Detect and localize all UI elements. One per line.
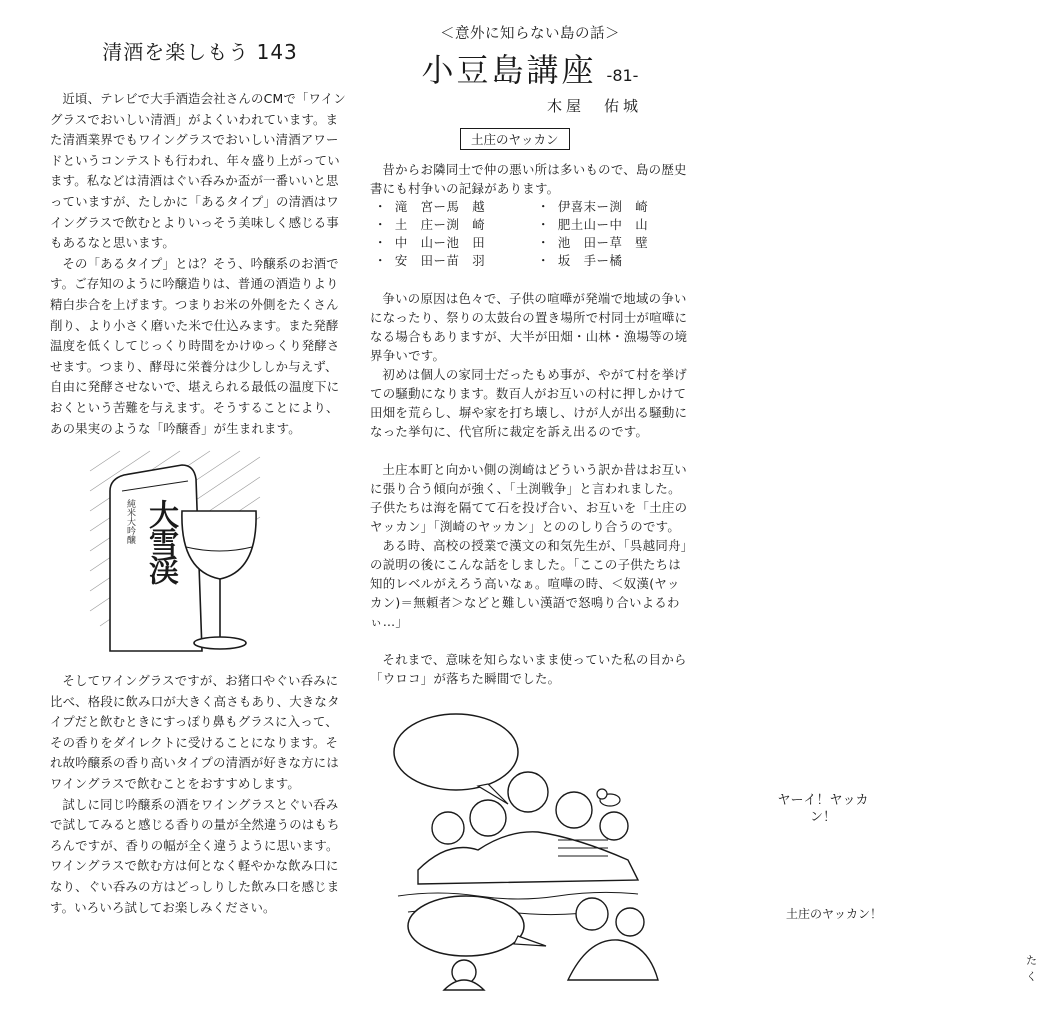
issue-number: -81-	[606, 66, 639, 85]
article-body-upper	[50, 89, 350, 439]
speech-bubble-bottom: 土庄のヤッカン！	[785, 907, 882, 921]
artist-signature: たく	[1026, 954, 1037, 983]
page-title: 小豆島講座	[421, 51, 597, 89]
rival-village-list	[374, 198, 690, 270]
article-body-intro	[370, 160, 690, 198]
paragraph: そしてワイングラスですが、お猪口やぐい呑みに比べ、格段に飲み口が大きく高さもあり、大きなタイプだと飲むときにすっぽり鼻もグラスに入って、その香りをダイレクトに受けることになります。それ故吟醸系の香り高いタイプの清酒が好きな方にはワイングラスで飲むことをおすすめします。	[50, 673, 340, 792]
paragraph: 近頃、テレビで大手酒造会社さんのCMで「ワイングラスでおいしい清酒」がよくいわれています。また清酒業界でもワイングラスでおいしい清酒アワードというコンテストも行われ、年々盛り上がっています。私などは清酒はぐい呑みか盃が一番いいと思っていますが、たしかに「あるタイプ」の清酒はワイングラスで飲むとよりいっそう美味しく感じる事もあるなと思います。	[50, 91, 346, 251]
paragraph: ある時、高校の授業で漢文の和気先生が、「呉越同舟」の説明の後にこんな話をしました。「ここの子供たちは知的レベルがえろう高いなぁ。喧嘩の時、＜奴漢(ヤッカン)＝無頼者＞などと難しい漢語で怒鳴り合いよるわぃ…」	[370, 538, 688, 629]
paragraph: 争いの原因は色々で、子供の喧嘩が発端で地域の争いになったり、祭りの太鼓台の置き場所で村同士が喧嘩になる場合もありますが、大半が田畑・山林・漁場等の境界争いです。	[370, 291, 688, 363]
rival-pair: ・ 肥土山ー中 山	[537, 217, 649, 232]
paragraph: 初めは個人の家同士だったもめ事が、やがて村を挙げての騒動になります。数百人がお互いの村に押しかけて田畑を荒らし、塀や家を打ち壊し、けが人が出る騒動になった挙句に、代官所に裁定を訴え出るのです。	[370, 367, 688, 439]
rival-pair: ・ 坂 手ー橘	[537, 253, 623, 268]
author-name: 木屋 佑城	[546, 97, 642, 115]
bottle-label-small-text: 純米大吟醸	[125, 499, 135, 545]
rival-pair: ・ 安 田ー苗 羽	[374, 253, 486, 268]
subtitle-box: 土庄のヤッカン	[460, 128, 570, 150]
cartoon-svg	[378, 700, 678, 990]
paragraph: 昔からお隣同士で仲の悪い所は多いもので、島の歴史書にも村争いの記録があります。	[370, 162, 687, 196]
children-quarrel-cartoon	[378, 700, 1037, 990]
article-body-lower	[50, 671, 350, 918]
speech-bubble-top: ヤーイ！ヤッカン！	[777, 793, 869, 825]
bottle-label-large-text: 大雪渓	[143, 499, 178, 584]
article-body-b	[370, 460, 690, 631]
rival-pair: ・ 伊喜末ー渕 崎	[537, 199, 649, 214]
paragraph: その「あるタイプ」とは？そう、吟醸系のお酒です。ご存知のように吟醸造りは、普通の酒造りより精白歩合を上げます。つまりお米の外側をたくさん削り、より小さく磨いた米で仕込みます。また発酵温度を低くしてじっくり時間をかけゆっくり発酵させます。つまり、酵母に栄養分は少ししか与えず、自由に発酵させないで、堪えられる最低の温度下におくという苦難を与えます。そうすることにより、あの果実のような「吟醸香」が生まれます。	[50, 255, 340, 436]
sake-bottle-and-glass-illustration	[90, 451, 260, 661]
paragraph: それまで、意味を知らないまま使っていた私の目から「ウロコ」が落ちた瞬間でした。	[370, 652, 687, 686]
article-body-a	[370, 289, 690, 441]
left-column	[50, 28, 350, 918]
rival-pair: ・ 中 山ー池 田	[374, 235, 486, 250]
column-title: 清酒を楽しもう 143	[102, 40, 298, 64]
right-column	[370, 22, 1037, 990]
paragraph: 土庄本町と向かい側の渕崎はどういう訳か昔はお互いに張り合う傾向が強く、「土渕戦争」と言われました。子供たちは海を隔てて石を投げ合い、お互いを「土庄のヤッカン」「渕崎のヤッカン」とののしり合うのです。	[370, 462, 688, 534]
rival-pair: ・ 土 庄ー渕 崎	[374, 217, 486, 232]
article-body-c	[370, 650, 690, 688]
rival-pair: ・ 滝 宮ー馬 越	[374, 199, 486, 214]
title-row	[370, 45, 690, 91]
paragraph: 試しに同じ吟醸系の酒をワイングラスとぐい呑みで試してみると感じる香りの量が全然違うのはもちろんですが、香りの幅が全く違うように思います。ワイングラスで飲む方は何となく軽やかな飲み口になり、ぐい呑みの方はどっしりした飲み口を感じます。いろいろ試してお楽しみください。	[50, 796, 340, 915]
series-tag: ＜意外に知らない島の話＞	[440, 26, 620, 42]
rival-pair: ・ 池 田ー草 壁	[537, 235, 649, 250]
